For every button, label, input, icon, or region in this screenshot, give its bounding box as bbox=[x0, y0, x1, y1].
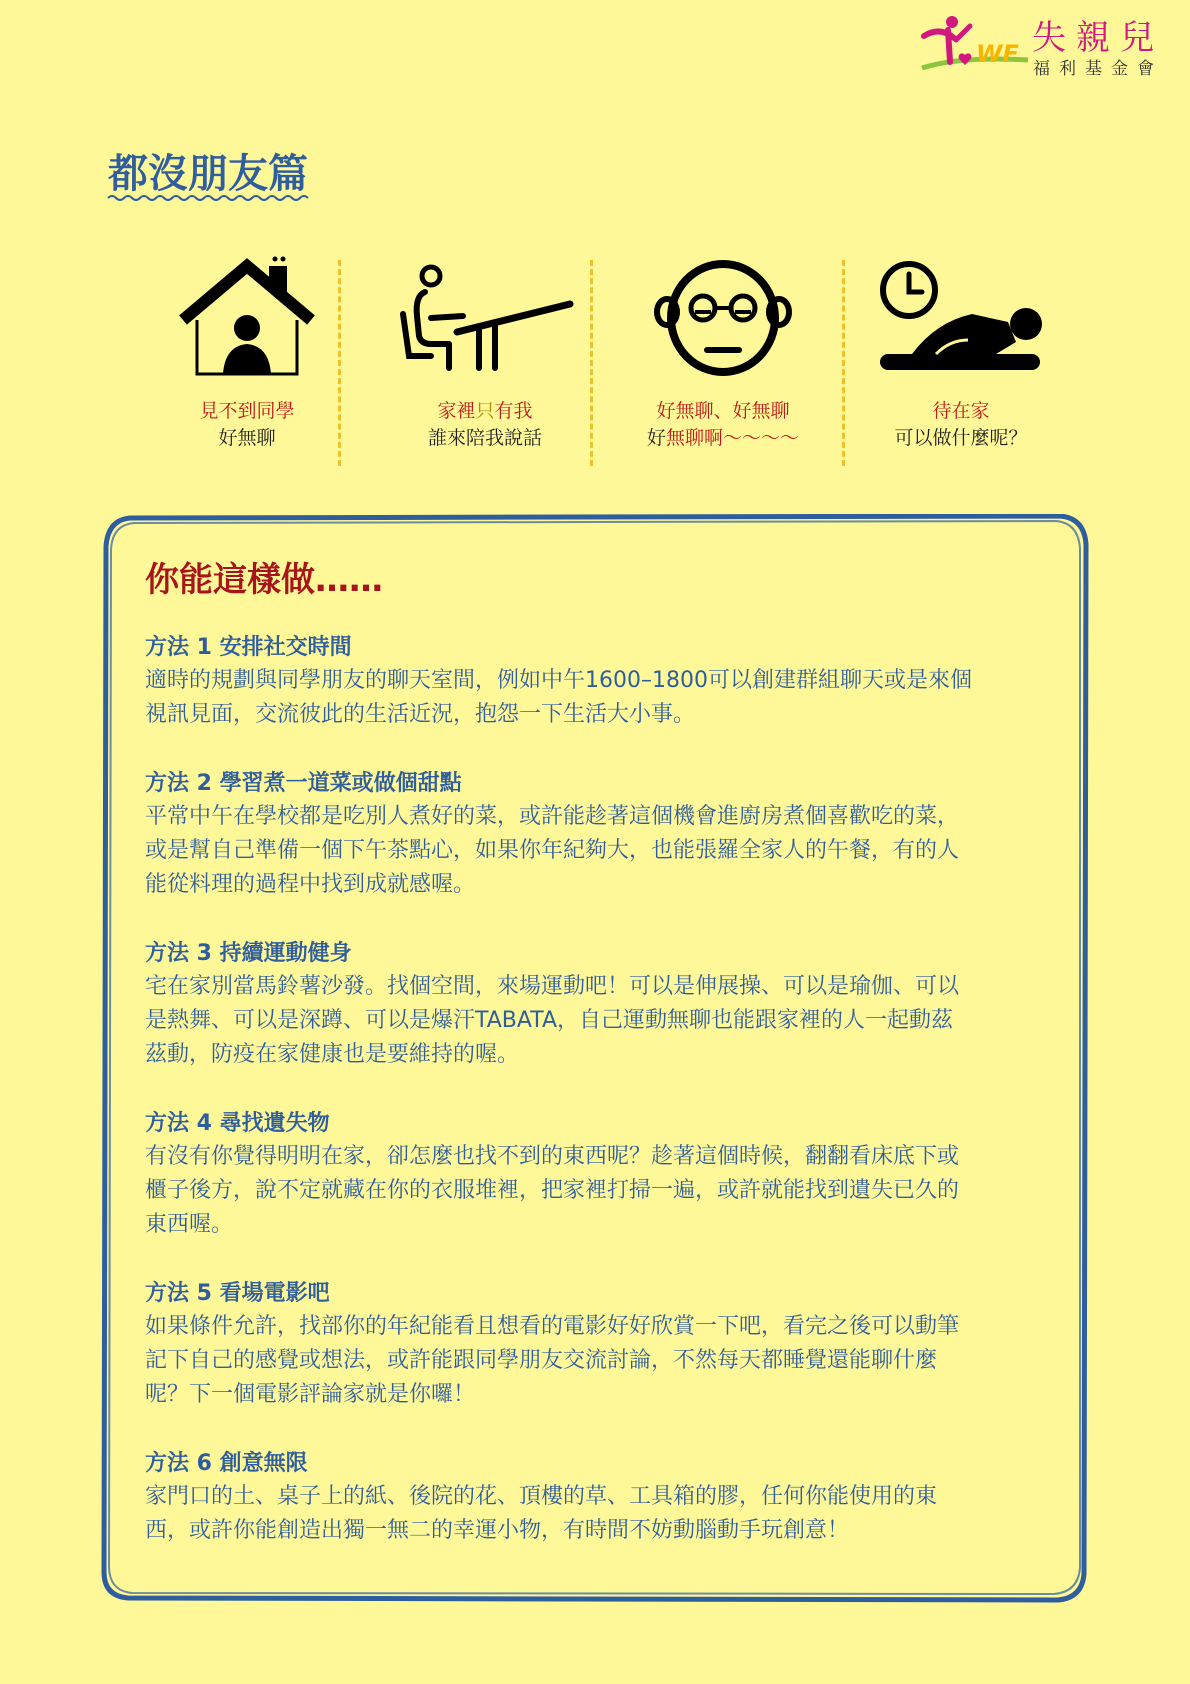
method-line: 有沒有你覺得明明在家，卻怎麼也找不到的東西呢？趁著這個時候，翻翻看床底下或 bbox=[145, 1144, 960, 1169]
scenario-4 bbox=[842, 256, 1080, 464]
scenario-1-caption bbox=[128, 398, 366, 452]
method-line: 西，或許你能創造出獨一無二的幸運小物，有時間不妨動腦動手玩創意！ bbox=[145, 1518, 850, 1543]
logo bbox=[920, 16, 1170, 86]
scenario-2 bbox=[366, 256, 604, 464]
scenario-2-caption bbox=[366, 398, 604, 452]
method-line: 視訊見面，交流彼此的生活近況，抱怨一下生活大小事。 bbox=[145, 702, 696, 727]
logo-subtitle: 福利基金會 bbox=[1033, 59, 1163, 79]
scenario-3 bbox=[604, 256, 842, 464]
method-body bbox=[145, 1310, 1045, 1412]
dashed-divider bbox=[590, 260, 593, 466]
caption-text: 家裡 bbox=[437, 400, 476, 422]
method-line: 東西喔。 bbox=[145, 1212, 234, 1237]
scenario-4-caption bbox=[842, 398, 1080, 452]
caption-text: 好 bbox=[646, 427, 666, 449]
method-body bbox=[145, 1480, 1045, 1548]
method-body bbox=[145, 1140, 1045, 1242]
method-line: 是熱舞、可以是深蹲、可以是爆汗TABATA，自己運動無聊也能跟家裡的人一起動茲 bbox=[145, 1008, 953, 1033]
method-2 bbox=[145, 768, 1045, 902]
title-underline bbox=[106, 193, 310, 203]
caption-text: 好無聊、好無聊 bbox=[656, 400, 790, 422]
method-line: 櫃子後方，說不定就藏在你的衣服堆裡，把家裡打掃一遍，或許就能找到遺失已久的 bbox=[145, 1178, 960, 1203]
caption-text: 待在家 bbox=[932, 400, 990, 422]
method-line: 適時的規劃與同學朋友的聊天室間，例如中午1600–1800可以創建群組聊天或是來個 bbox=[145, 668, 972, 693]
caption-text: 好無聊 bbox=[218, 427, 276, 449]
scenario-3-caption bbox=[604, 398, 842, 452]
method-title: 方法 3 持續運動健身 bbox=[145, 941, 352, 966]
method-3 bbox=[145, 938, 1045, 1072]
box-heading: 你能這樣做…… bbox=[145, 560, 383, 600]
method-line: 家門口的土、桌子上的紙、後院的花、頂樓的草、工具箱的膠，任何你能使用的東 bbox=[145, 1484, 938, 1509]
method-line: 或是幫自己準備一個下午茶點心，如果你年紀夠大，也能張羅全家人的午餐，有的人 bbox=[145, 838, 960, 863]
logo-name: 失親兒 bbox=[1032, 18, 1164, 58]
method-6 bbox=[145, 1448, 1045, 1548]
method-title: 方法 2 學習煮一道菜或做個甜點 bbox=[145, 771, 462, 796]
scenario-row bbox=[128, 256, 1080, 464]
person-sitting-table-icon bbox=[395, 256, 575, 384]
person-lying-clock-icon bbox=[876, 256, 1046, 384]
method-title: 方法 4 尋找遺失物 bbox=[145, 1111, 330, 1136]
method-body bbox=[145, 800, 1045, 902]
caption-text: 可以做什麼呢？ bbox=[894, 427, 1028, 449]
caption-text: 有我 bbox=[494, 400, 533, 422]
caption-text: 無聊啊～～～～ bbox=[666, 427, 800, 449]
method-line: 呢？下一個電影評論家就是你囉！ bbox=[145, 1382, 476, 1407]
method-body bbox=[145, 970, 1045, 1072]
page-title: 都沒朋友篇 bbox=[108, 151, 308, 197]
method-4 bbox=[145, 1108, 1045, 1242]
svg-text:WF: WF bbox=[976, 40, 1019, 68]
method-title: 方法 5 看場電影吧 bbox=[145, 1281, 330, 1306]
dashed-divider bbox=[338, 260, 341, 466]
method-line: 如果條件允許，找部你的年紀能看且想看的電影好好欣賞一下吧，看完之後可以動筆 bbox=[145, 1314, 960, 1339]
method-1 bbox=[145, 632, 1045, 732]
caption-text: 見不到同學 bbox=[199, 400, 295, 422]
method-body bbox=[145, 664, 1045, 732]
house-person-icon bbox=[177, 256, 317, 384]
twf-logo-mark-icon bbox=[920, 16, 1032, 82]
method-line: 記下自己的感覺或想法，或許能跟同學朋友交流討論，不然每天都睡覺還能聊什麼 bbox=[145, 1348, 938, 1373]
method-line: 茲動，防疫在家健康也是要維持的喔。 bbox=[145, 1042, 520, 1067]
method-line: 宅在家別當馬鈴薯沙發。找個空間，來場運動吧！可以是伸展操、可以是瑜伽、可以 bbox=[145, 974, 960, 999]
method-line: 能從料理的過程中找到成就感喔。 bbox=[145, 872, 476, 897]
method-title: 方法 1 安排社交時間 bbox=[145, 635, 352, 660]
method-5 bbox=[145, 1278, 1045, 1412]
method-title: 方法 6 創意無限 bbox=[145, 1451, 308, 1476]
bored-face-icon bbox=[643, 256, 803, 384]
caption-text: 誰來陪我說話 bbox=[427, 427, 542, 449]
caption-text: 只 bbox=[475, 400, 495, 422]
scenario-1 bbox=[128, 256, 366, 464]
method-line: 平常中午在學校都是吃別人煮好的菜，或許能趁著這個機會進廚房煮個喜歡吃的菜， bbox=[145, 804, 960, 829]
